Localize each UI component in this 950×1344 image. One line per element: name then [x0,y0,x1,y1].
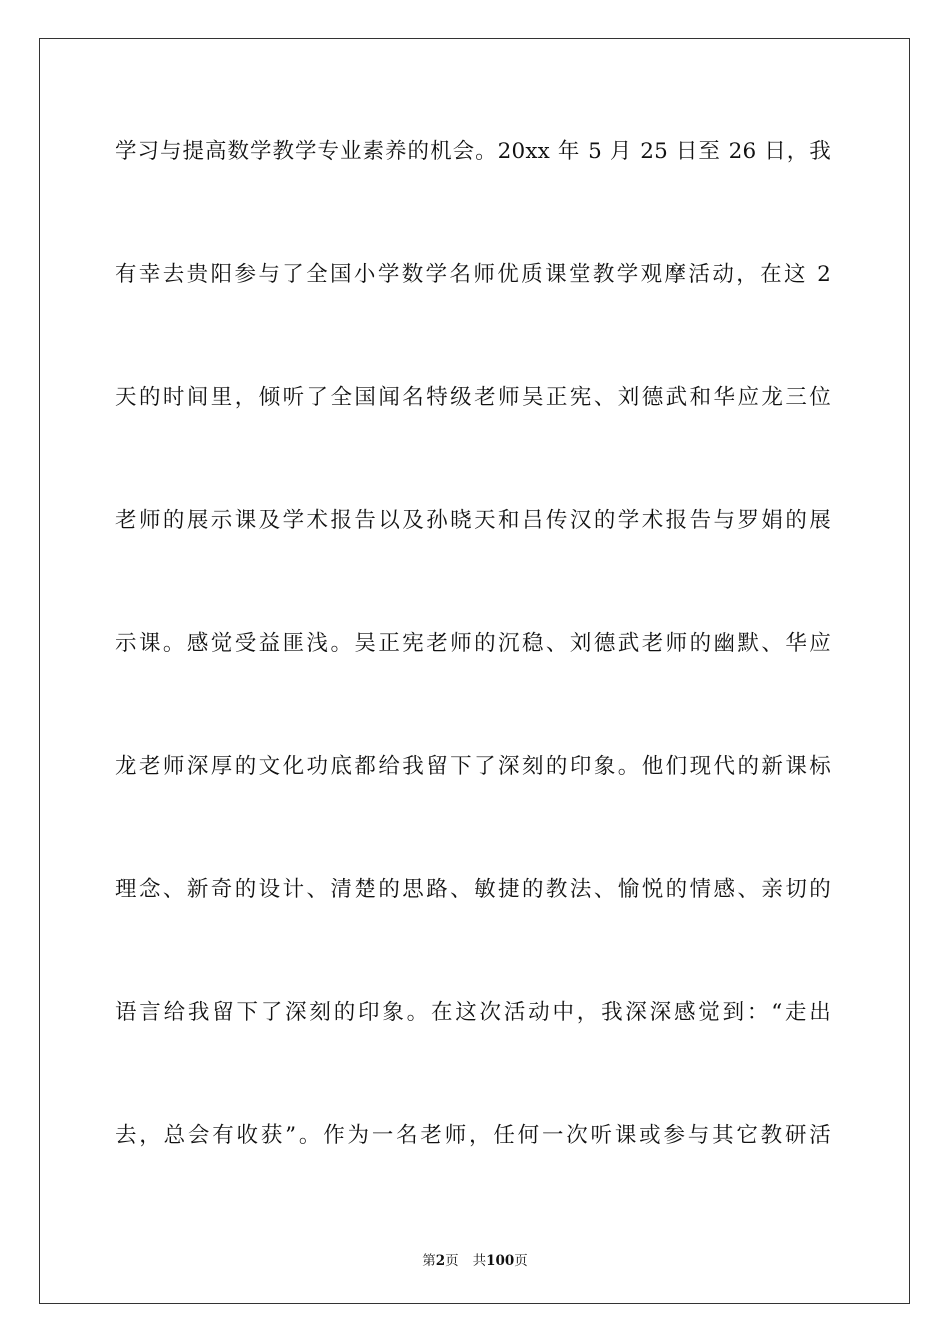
page-prefix: 第 [422,1253,436,1269]
page-number [422,1253,458,1269]
page-total [473,1253,528,1269]
total-suffix: 页 [514,1253,528,1269]
body-text [115,126,831,1233]
text-line: 天的时间里，倾听了全国闻名特级老师吴正宪、刘德武和华应龙三位 [115,385,831,410]
total-prefix: 共 [472,1253,487,1269]
page-footer [0,1249,950,1269]
text-line: 理念、新奇的设计、清楚的思路、敏捷的教法、愉悦的情感、亲切的 [115,877,831,902]
page-current: 2 [435,1253,446,1269]
text-line: 学习与提高数学教学专业素养的机会。20xx 年 5 月 25 日至 26 日，我 [115,139,831,164]
text-line: 老师的展示课及学术报告以及孙晓天和吕传汉的学术报告与罗娟的展 [115,508,831,533]
text-line: 语言给我留下了深刻的印象。在这次活动中，我深深感觉到：“走出 [115,1000,831,1025]
text-line: 去，总会有收获”。作为一名老师，任何一次听课或参与其它教研活 [115,1123,831,1148]
total-pages: 100 [486,1253,515,1269]
text-line: 示课。感觉受益匪浅。吴正宪老师的沉稳、刘德武老师的幽默、华应 [115,631,831,656]
text-line: 龙老师深厚的文化功底都给我留下了深刻的印象。他们现代的新课标 [115,754,831,779]
page-suffix: 页 [445,1253,459,1269]
text-line: 有幸去贵阳参与了全国小学数学名师优质课堂教学观摩活动，在这 2 [115,262,831,287]
